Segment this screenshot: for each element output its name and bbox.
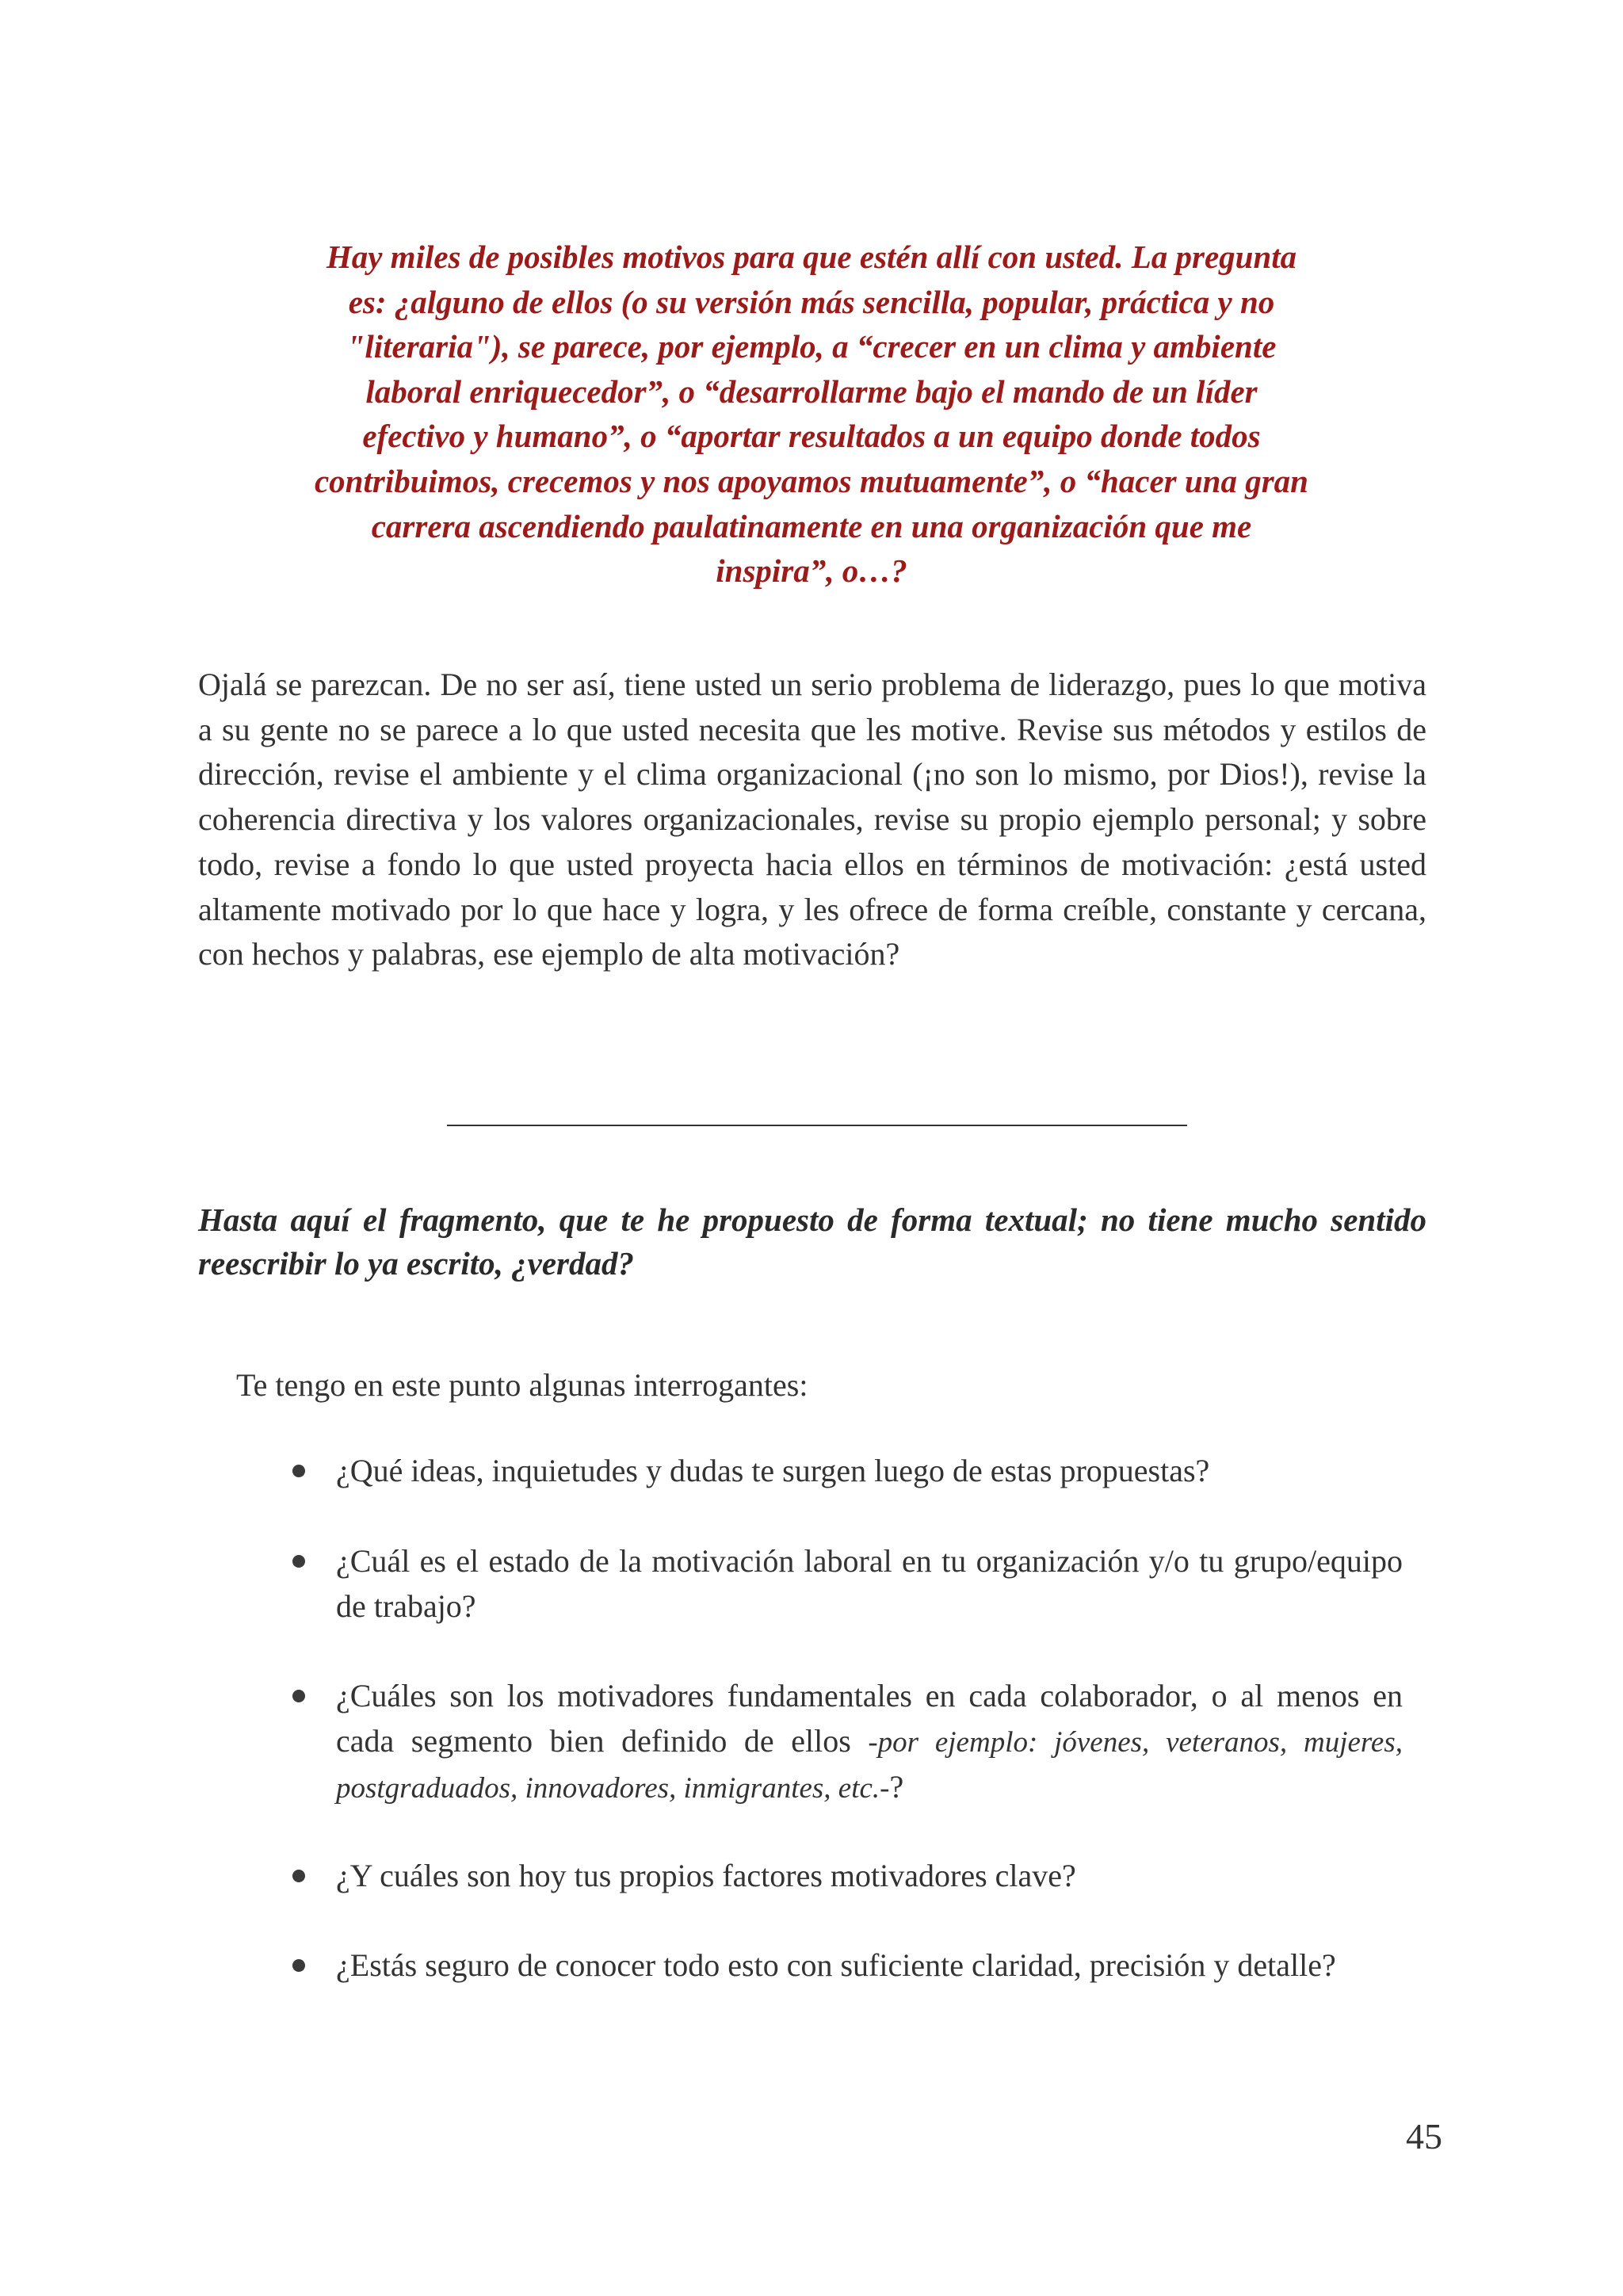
quote-line: Hay miles de posibles motivos para que estén allí con usted. La pregunta xyxy=(326,239,1297,275)
question-text: ¿Cuál es el estado de la motivación laboral en tu organización y/o tu grupo/equipo de trabajo? xyxy=(336,1543,1403,1624)
quote-line: contribuimos, crecemos y nos apoyamos mutuamente”, o “hacer una gran xyxy=(314,462,1308,499)
body-paragraph: Ojalá se parezcan. De no ser así, tiene usted un serio problema de liderazgo, pues lo que motiva a su gente no se parece a lo que usted necesita que les motive. Revise sus métodos y estilos de dirección, revise el ambiente y el clima organizacional (¡no son lo mismo, por Dios!), revise la coherencia directiva y los valores organizacionales, revise su propio ejemplo personal; y sobre todo, revise a fondo lo que usted proyecta hacia ellos en términos de motivación: ¿está usted altamente motivado por lo que hace y logra, y les ofrece de forma creíble, constante y cercana, con hechos y palabras, ese ejemplo de alta motivación? xyxy=(198,667,1426,972)
section-divider xyxy=(447,1125,1187,1126)
question-suffix: ? xyxy=(889,1769,904,1805)
quote-line: efectivo y humano”, o “aportar resultados a un equipo donde todos xyxy=(362,418,1261,455)
quote-line: laboral enriquecedor”, o “desarrollarme bajo el mando de un líder xyxy=(365,372,1258,410)
question-text: ¿Cuáles son los motivadores fundamentales en cada colaborador, o al menos en cada segmento bien definido de ellos xyxy=(336,1678,1403,1759)
bullet-icon xyxy=(292,1959,305,1972)
question-text: ¿Estás seguro de conocer todo esto con suficiente claridad, precisión y detalle? xyxy=(336,1947,1336,1983)
quote-line: es: ¿alguno de ellos (o su versión más sencilla, popular, práctica y no xyxy=(348,283,1275,320)
question-item xyxy=(336,1943,1403,1988)
page-number: 45 xyxy=(1406,2116,1442,2157)
question-item xyxy=(336,1674,1403,1812)
highlighted-quote xyxy=(252,235,1371,594)
questions-intro: Te tengo en este punto algunas interrogantes: xyxy=(236,1367,808,1403)
question-text: ¿Y cuáles son hoy tus propios factores motivadores clave? xyxy=(336,1858,1076,1893)
question-item xyxy=(336,1539,1403,1629)
question-item xyxy=(336,1854,1403,1899)
quote-line: carrera ascendiendo paulatinamente en una organización que me xyxy=(371,507,1252,544)
question-text: ¿Qué ideas, inquietudes y dudas te surgen luego de estas propuestas? xyxy=(336,1453,1210,1488)
quote-line: "literaria"), se parece, por ejemplo, a “crecer en un clima y ambiente xyxy=(346,328,1277,365)
bold-statement: Hasta aquí el fragmento, que te he propuesto de forma textual; no tiene mucho sentido reescribir lo ya escrito, ¿verdad? xyxy=(198,1201,1426,1282)
question-example: -por ejemplo: jóvenes, veteranos, mujeres, postgraduados, innovadores, inmigrantes, etc.- xyxy=(336,1725,1403,1805)
bullet-icon xyxy=(292,1690,305,1702)
bullet-icon xyxy=(292,1465,305,1477)
bullet-icon xyxy=(292,1555,305,1568)
question-item xyxy=(336,1449,1403,1494)
quote-line: inspira”, o…? xyxy=(716,552,907,590)
bullet-icon xyxy=(292,1870,305,1882)
